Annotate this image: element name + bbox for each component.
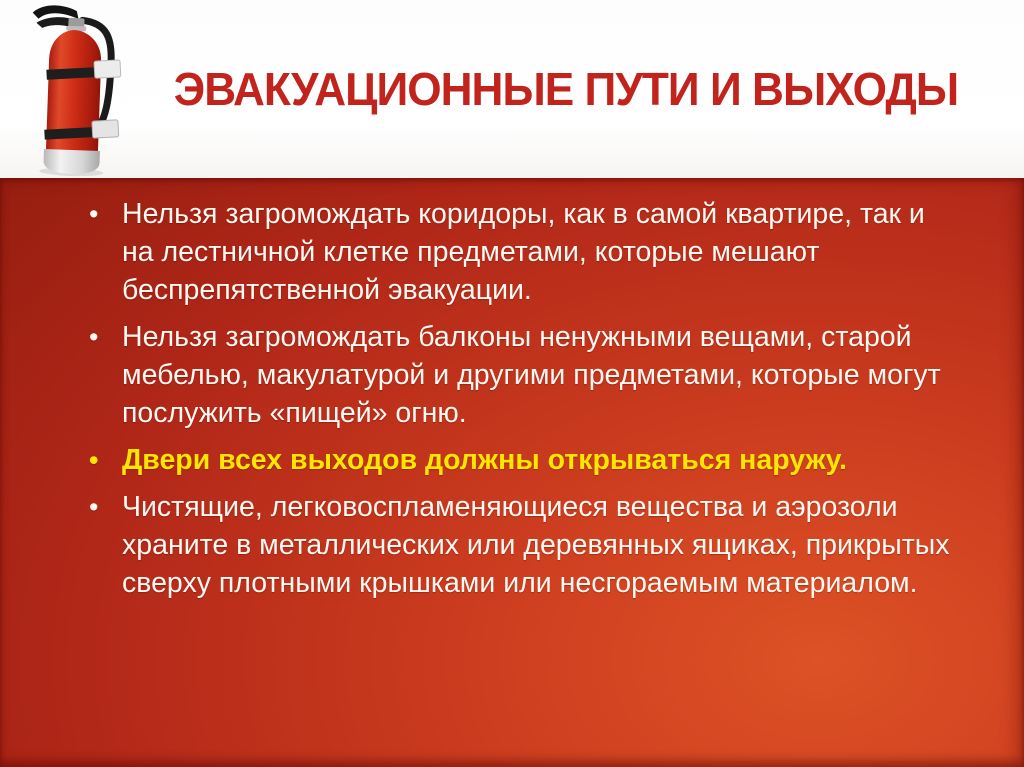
- slide-title: ЭВАКУАЦИОННЫЕ ПУТИ И ВЫХОДЫ: [173, 63, 959, 115]
- slide-header: [0, 0, 1024, 178]
- bullet-item: • Чистящие, легковоспламеняющиеся вещества и аэрозоли храните в металлических или деревянных ящиках, прикрытых сверху плотными крышками или несгораемым материалом.: [122, 488, 954, 602]
- bullet-item: • Нельзя загромождать коридоры, как в самой квартире, так и на лестничной клетке предметами, которые мешают беспрепятственной эвакуации.: [122, 195, 954, 309]
- bullet-item: • Двери всех выходов должны открываться наружу.: [122, 441, 954, 479]
- bullet-list: [0, 178, 1024, 602]
- slide-body: [0, 178, 1024, 767]
- bullet-item: • Нельзя загромождать балконы ненужными вещами, старой мебелью, макулатурой и другими предметами, которые могут послужить «пищей» огню.: [122, 318, 954, 432]
- fire-extinguisher-icon: [16, 2, 128, 178]
